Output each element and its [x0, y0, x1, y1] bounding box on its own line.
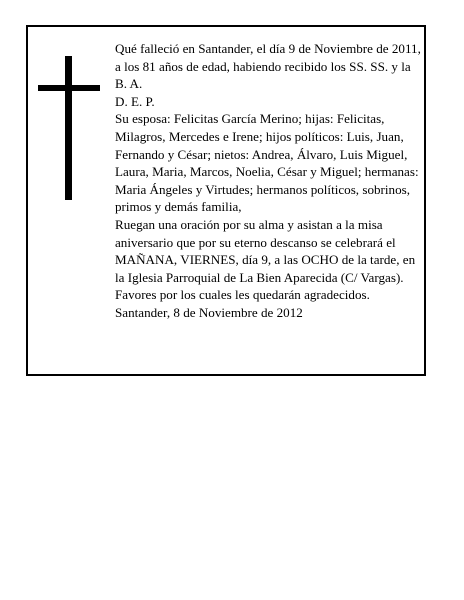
death-statement: Qué falleció en Santander, el día 9 de Noviembre de 2011, a los 81 años de edad, habiendo recibido los SS. SS. y la B. A. [115, 41, 421, 92]
rip-line: D. E. P. [115, 93, 155, 109]
obituary-notice-frame [26, 25, 426, 376]
cross-icon [38, 56, 100, 200]
cross-horizontal-bar [38, 85, 100, 91]
obituary-text [115, 40, 425, 322]
place-and-date: Santander, 8 de Noviembre de 2012 [115, 304, 303, 320]
mass-invitation: Ruegan una oración por su alma y asistan a la misa aniversario que por su eterno descanso se celebrará el MAÑANA, VIERNES, día 9, a las OCHO de la tarde, en la Iglesia Parroquial de La Bien Aparecida (C/ Vargas). Favores por los cuales les quedarán agradecidos. [115, 216, 416, 303]
cross-vertical-bar [65, 56, 72, 200]
family-list: Su esposa: Felicitas García Merino; hijas: Felicitas, Milagros, Mercedes e Irene; hijos políticos: Luis, Juan, Fernando y César; nietos: Andrea, Álvaro, Luis Miguel, Laura, Maria, Marcos, Noelia, César y Miguel; hermanas: Maria Ángeles y Virtudes; hermanos políticos, sobrinos, primos y demás familia, [115, 111, 419, 215]
